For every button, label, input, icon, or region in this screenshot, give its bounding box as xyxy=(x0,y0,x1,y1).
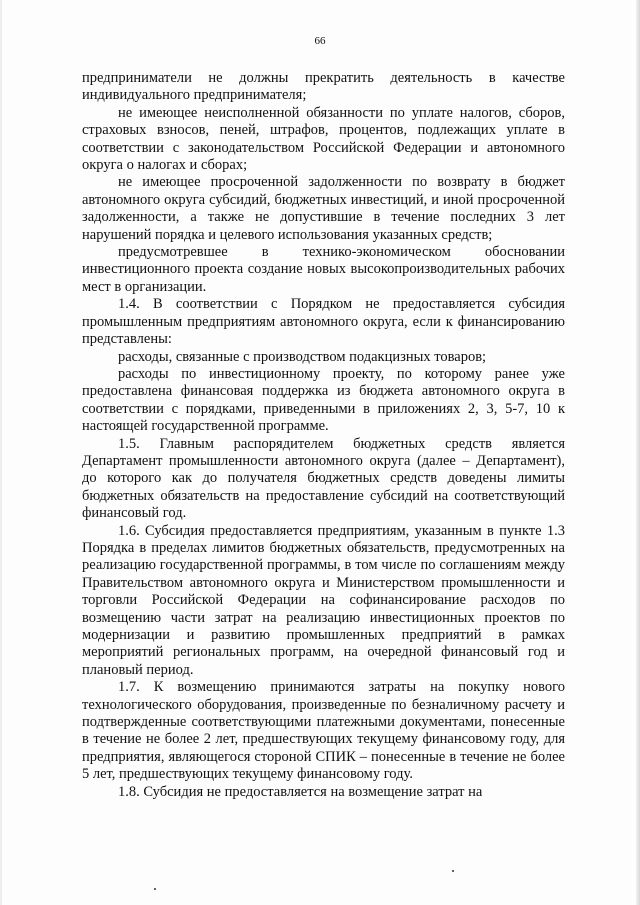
paragraph-p5: 1.4. В соответствии с Порядком не предоставляется субсидия промышленным предприятиям автономного округа, если к финансированию представлены: xyxy=(82,296,565,348)
paragraph-p7: расходы по инвестиционному проекту, по которому ранее уже предоставлена финансовая поддержка из бюджета автономного округа в соответствии с порядками, приведенными в приложениях 2, 3, 5-7, 10 к настоящей государственной программе. xyxy=(82,365,565,435)
page-right-edge xyxy=(636,0,640,905)
paragraph-p11: 1.8. Субсидия не предоставляется на возмещение затрат на xyxy=(118,783,483,800)
scan-mark xyxy=(452,870,454,872)
page-left-edge xyxy=(0,0,2,905)
paragraph-p10: 1.7. К возмещению принимаются затраты на покупку нового технологического оборудования, произведенные по безналичному расчету и подтвержденные соответствующими платежными документами, понесенные в течение не более 2 лет, предшествующих текущему финансовому году, для предприятия, являющегося стороной СПИК – понесенные в течение не более 5 лет, предшествующих текущему финансовому году. xyxy=(82,679,565,783)
paragraph-p3: не имеющее просроченной задолженности по возврату в бюджет автономного округа субсидий, бюджетных инвестиций, и иной просроченной задолженности, а также не допустившие в течение последних 3 лет нарушений порядка и целевого использования указанных средств; xyxy=(82,174,565,243)
scan-mark xyxy=(154,888,156,890)
document-body xyxy=(82,70,565,801)
paragraph-p4: предусмотревшее в технико-экономическом обосновании инвестиционного проекта создание новых высокопроизводительных рабочих мест в организации. xyxy=(82,244,565,295)
paragraph-p6: расходы, связанные с производством подакцизных товаров; xyxy=(118,348,487,365)
paragraph-p9: 1.6. Субсидия предоставляется предприятиям, указанным в пункте 1.3 Порядка в пределах лимитов бюджетных обязательств, предусмотренных на реализацию государственной программы, в том числе по соглашениям между Правительством автономного округа и Министерством промышленности и торговли Российской Федерации на софинансирование расходов по возмещению части затрат на реализацию инвестиционных проектов по модернизации и развитию промышленных предприятий в рамках мероприятий региональных программ, на очередной финансовый год и плановый период. xyxy=(82,522,565,678)
paragraph-p2: не имеющее неисполненной обязанности по уплате налогов, сборов, страховых взносов, пеней, штрафов, процентов, подлежащих уплате в соответствии с законодательством Российской Федерации и автономного округа о налогах и сборах; xyxy=(82,104,565,174)
paragraph-p1: предприниматели не должны прекратить деятельность в качестве индивидуального предпринимателя; xyxy=(82,70,565,104)
paragraph-p8: 1.5. Главным распорядителем бюджетных средств является Департамент промышленности автономного округа (далее – Департамент), до которого как до получателя бюджетных средств доведены лимиты бюджетных обязательств на предоставление субсидий на соответствующий финансовый год. xyxy=(82,435,565,522)
page-number: 66 xyxy=(314,35,326,47)
